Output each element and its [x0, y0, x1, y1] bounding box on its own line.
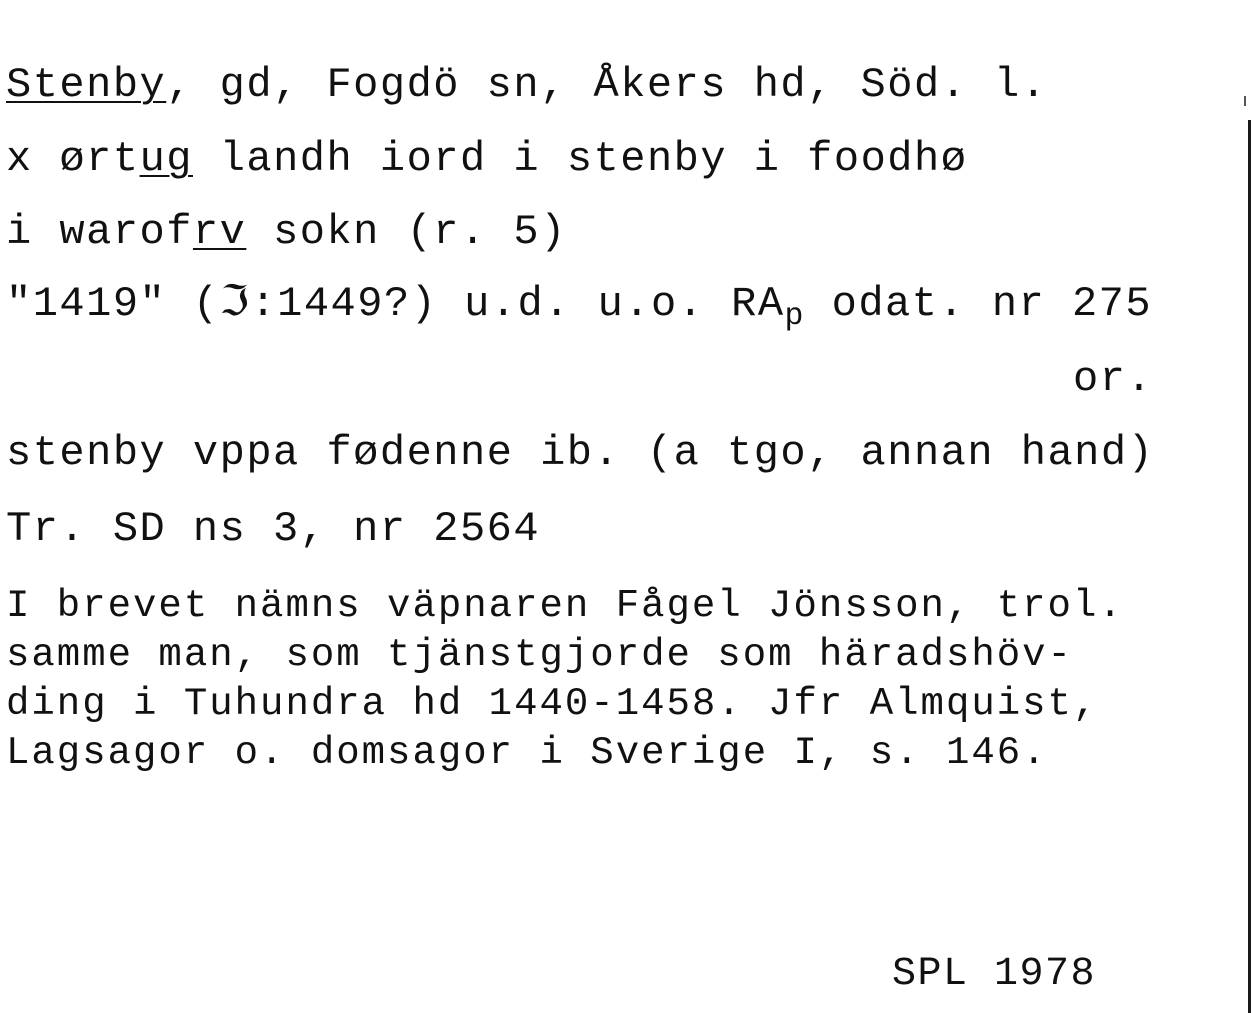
note-line-1: I brevet nämns väpnaren Fågel Jönsson, trol.: [6, 584, 1124, 628]
slashed-o: ø: [940, 135, 968, 183]
date-text: :1449?) u.d. u.o. RA: [250, 280, 785, 328]
variant-line: [6, 429, 1155, 477]
underlined-abbrev: rv: [192, 208, 247, 256]
date-line: [6, 280, 1153, 334]
slashed-o: ø: [59, 135, 87, 183]
source-line-1: [6, 135, 968, 183]
source-text: sokn (r. 5): [246, 208, 567, 256]
variant-text: denne ib. (a tgo, annan hand): [379, 429, 1155, 477]
source-text: i warof: [6, 208, 193, 256]
source-text: x: [6, 135, 60, 183]
source-text: rt: [86, 135, 140, 183]
place-name: Stenby: [6, 61, 167, 109]
date-text: odat. nr 275: [804, 280, 1153, 328]
card-edge-mark: [1244, 96, 1246, 106]
source-text: landh iord i stenby i foodh: [192, 135, 941, 183]
note-line-3: ding i Tuhundra hd 1440-1458. Jfr Almquist,: [6, 682, 1099, 726]
source-line-2: [6, 208, 567, 256]
variant-text: stenby vppa f: [6, 429, 354, 477]
date-text: "1419" (: [6, 280, 220, 328]
print-reference: Tr. SD ns 3, nr 2564: [6, 505, 541, 553]
note-line-2: samme man, som tjänstgjorde som häradshöv-: [6, 633, 1073, 677]
interpretation-symbol: ℑ: [219, 280, 251, 328]
signature: SPL 1978: [892, 952, 1097, 997]
underlined-abbrev: ug: [139, 135, 193, 183]
place-details: , gd, Fogdö sn, Åkers hd, Söd. l.: [166, 61, 1048, 109]
archive-subscript: p: [784, 298, 805, 334]
slashed-o: ø: [353, 429, 380, 477]
card-heading: [6, 61, 1048, 109]
card-edge-line: [1248, 120, 1251, 1013]
note-line-4: Lagsagor o. domsagor i Sverige I, s. 146.: [6, 731, 1048, 775]
original-marker: or.: [1073, 355, 1154, 403]
